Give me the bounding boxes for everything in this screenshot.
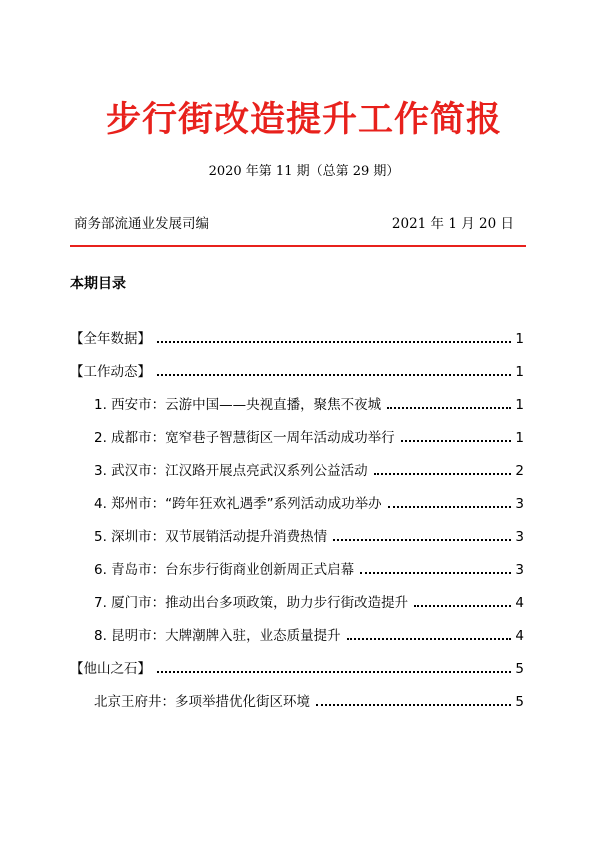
table-of-contents — [70, 314, 524, 710]
document-title: 步行街改造提升工作简报 — [105, 99, 502, 140]
toc-page: 1 — [515, 430, 524, 446]
toc-leader — [387, 407, 511, 409]
toc-heading: 本期目录 — [70, 276, 126, 292]
toc-label: 3. 武汉市：江汉路开展点亮武汉系列公益活动 — [94, 463, 368, 479]
toc-section-other-mountains[interactable] — [70, 644, 524, 677]
toc-page: 5 — [515, 694, 524, 710]
toc-section-annual-data[interactable] — [70, 314, 524, 347]
toc-label: 7. 厦门市：推动出台多项政策，助力步行街改造提升 — [94, 595, 409, 611]
toc-label: 6. 青岛市：台东步行街商业创新周正式启幕 — [94, 562, 355, 578]
toc-label: 【全年数据】 — [70, 331, 151, 347]
toc-label: 4. 郑州市：“跨年狂欢礼遇季”系列活动成功举办 — [94, 496, 382, 512]
toc-item-wuhan[interactable] — [70, 446, 524, 479]
toc-leader — [374, 473, 511, 475]
toc-item-wangfujing[interactable] — [70, 677, 524, 710]
toc-leader — [414, 605, 511, 607]
toc-page: 2 — [515, 463, 524, 479]
toc-page: 5 — [515, 661, 524, 677]
toc-item-xiamen[interactable] — [70, 578, 524, 611]
toc-item-kunming[interactable] — [70, 611, 524, 644]
toc-label: 【工作动态】 — [70, 364, 151, 380]
toc-label: 5. 深圳市：双节展销活动提升消费热情 — [94, 529, 328, 545]
toc-page: 3 — [515, 529, 524, 545]
toc-item-qingdao[interactable] — [70, 545, 524, 578]
toc-label: 1. 西安市：云游中国——央视直播，聚焦不夜城 — [94, 397, 382, 413]
toc-leader — [388, 506, 511, 508]
toc-page: 3 — [515, 562, 524, 578]
publish-date: 2021 年 1 月 20 日 — [391, 216, 514, 232]
toc-section-work-updates[interactable] — [70, 347, 524, 380]
toc-leader — [157, 671, 511, 673]
toc-label: 8. 昆明市：大牌潮牌入驻，业态质量提升 — [94, 628, 341, 644]
toc-leader — [401, 440, 511, 442]
toc-page: 4 — [515, 628, 524, 644]
header-divider — [70, 245, 526, 247]
toc-item-zhengzhou[interactable] — [70, 479, 524, 512]
toc-leader — [157, 374, 511, 376]
toc-leader — [347, 638, 511, 640]
toc-page: 1 — [515, 397, 524, 413]
toc-leader — [157, 341, 511, 343]
publisher: 商务部流通业发展司编 — [74, 216, 209, 232]
toc-leader — [360, 572, 511, 574]
toc-item-chengdu[interactable] — [70, 413, 524, 446]
toc-leader — [333, 539, 511, 541]
toc-page: 1 — [515, 331, 524, 347]
toc-label: 【他山之石】 — [70, 661, 151, 677]
toc-label: 2. 成都市：宽窄巷子智慧街区一周年活动成功举行 — [94, 430, 395, 446]
toc-label: 北京王府井：多项举措优化街区环境 — [94, 694, 310, 710]
toc-leader — [316, 704, 511, 706]
toc-item-xian[interactable] — [70, 380, 524, 413]
toc-page: 3 — [515, 496, 524, 512]
issue-number: 2020 年第 11 期（总第 29 期） — [208, 164, 400, 179]
toc-item-shenzhen[interactable] — [70, 512, 524, 545]
toc-page: 1 — [515, 364, 524, 380]
toc-page: 4 — [515, 595, 524, 611]
